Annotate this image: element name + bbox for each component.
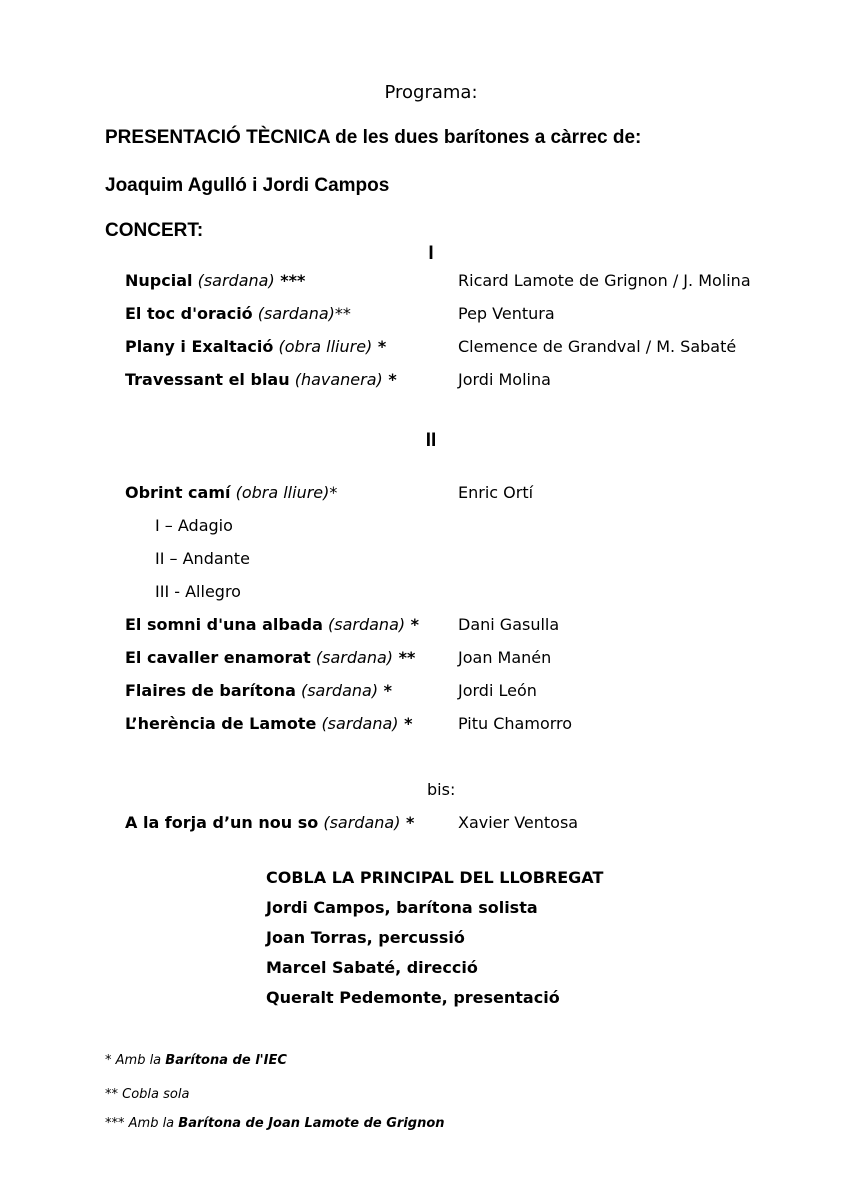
work-composer: Pep Ventura [458,304,555,323]
work-title: Plany i Exaltació [125,337,274,356]
footnote [105,1087,189,1102]
work-item [125,648,415,667]
work-item [125,615,419,634]
work-item [125,337,386,356]
work-marker: * [400,813,415,832]
work-genre: (sardana) [328,615,406,634]
work-composer: Jordi Molina [458,370,551,389]
work-genre: (sardana) [321,714,399,733]
footnote-emphasis: Barítona de l'IEC [165,1053,287,1068]
page-title: Programa: [384,82,478,103]
work-genre: (sardana)** [257,304,351,323]
work-genre: (sardana) [197,271,275,290]
work-marker: * [405,615,420,634]
work-title: Obrint camí [125,483,231,502]
work-marker: * [378,681,392,700]
work-genre: (obra lliure)* [235,483,338,502]
movement-item: II – Andante [155,549,250,568]
work-composer: Joan Manén [458,648,552,667]
credit-line: Jordi Campos, barítona solista [266,898,538,917]
work-composer: Enric Ortí [458,483,534,502]
footnote [105,1053,287,1068]
work-composer: Xavier Ventosa [458,813,579,832]
work-genre: (sardana) [315,648,394,667]
presenters-heading: Joaquim Agulló i Jordi Campos [105,175,390,196]
work-title: A la forja d’un nou so [125,813,319,832]
footnote-text: * Amb la [105,1053,166,1068]
work-item [125,304,351,323]
work-genre: (sardana) [300,681,379,700]
footnote-text: ** Cobla sola [105,1087,190,1102]
encore-label: bis: [427,780,456,799]
concert-heading: CONCERT: [105,220,204,241]
movement-item: I – Adagio [155,516,233,535]
work-title: Travessant el blau [125,370,290,389]
movement-item: III - Allegro [155,582,241,601]
work-genre: (havanera) [294,370,383,389]
presentation-heading: PRESENTACIÓ TÈCNICA de les dues barítones a càrrec de: [105,127,642,148]
work-item [125,681,392,700]
work-composer: Jordi León [458,681,537,700]
footnote-text: *** Amb la [105,1116,179,1131]
work-title: El cavaller enamorat [125,648,311,667]
work-item [125,714,412,733]
work-genre: (obra lliure) [278,337,373,356]
work-marker: ** [393,648,416,667]
work-marker: *** [274,271,306,290]
work-item [125,813,414,832]
work-composer: Dani Gasulla [458,615,560,634]
part-1-label: I [428,243,434,264]
footnote [105,1116,445,1131]
footnote-emphasis: Barítona de Joan Lamote de Grignon [178,1116,445,1131]
work-composer: Clemence de Grandval / M. Sabaté [458,337,737,356]
credit-line: Queralt Pedemonte, presentació [266,988,560,1007]
part-2-label: II [425,430,437,451]
work-genre: (sardana) [323,813,401,832]
work-marker: * [372,337,387,356]
credit-line: COBLA LA PRINCIPAL DEL LLOBREGAT [266,868,604,887]
work-title: Flaires de barítona [125,681,296,700]
work-title: Nupcial [125,271,193,290]
work-title: El toc d'oració [125,304,253,323]
work-composer: Pitu Chamorro [458,714,573,733]
work-marker: * [382,370,397,389]
work-item [125,271,305,290]
credit-line: Marcel Sabaté, direcció [266,958,478,977]
work-title: El somni d'una albada [125,615,323,634]
credit-line: Joan Torras, percussió [266,928,465,947]
work-composer: Ricard Lamote de Grignon / J. Molina [458,271,751,290]
work-title: L’herència de Lamote [125,714,317,733]
work-marker: * [398,714,413,733]
work-item [125,483,337,502]
work-item [125,370,397,389]
